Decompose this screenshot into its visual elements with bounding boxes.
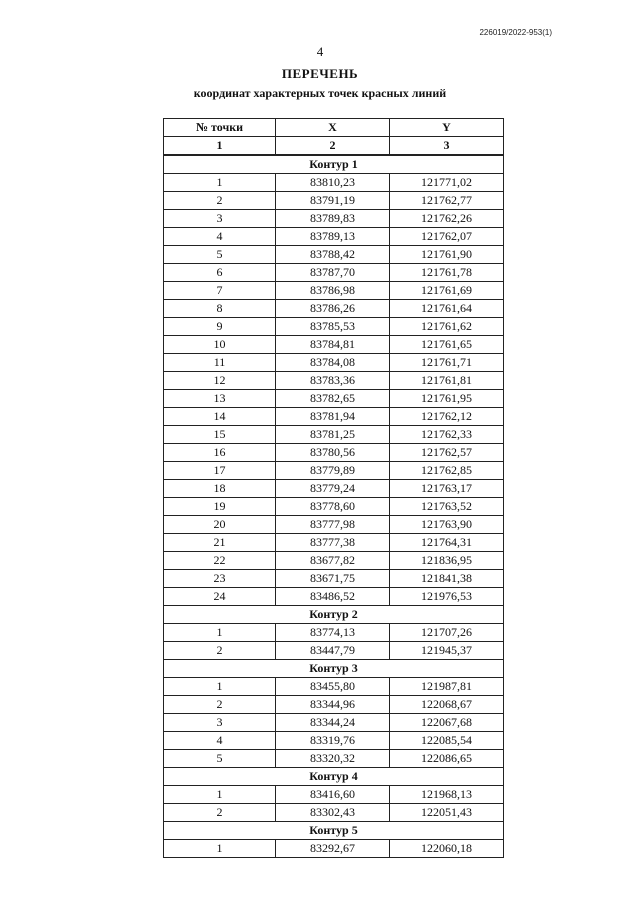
table-row (164, 462, 504, 480)
x-cell: 83810,23 (276, 174, 390, 192)
point-number-cell: 20 (164, 516, 276, 534)
point-number-cell: 1 (164, 678, 276, 696)
point-number-cell: 1 (164, 786, 276, 804)
x-cell: 83786,26 (276, 300, 390, 318)
y-cell: 122068,67 (390, 696, 504, 714)
contour-header-row (164, 606, 504, 624)
point-number-cell: 10 (164, 336, 276, 354)
table-row (164, 300, 504, 318)
point-number-cell: 4 (164, 228, 276, 246)
y-cell: 121763,52 (390, 498, 504, 516)
table-row (164, 678, 504, 696)
point-number-cell: 12 (164, 372, 276, 390)
y-cell: 121761,62 (390, 318, 504, 336)
y-cell: 121968,13 (390, 786, 504, 804)
table-row (164, 426, 504, 444)
contour-title: Контур 1 (164, 155, 504, 174)
x-cell: 83779,24 (276, 480, 390, 498)
y-cell: 121761,95 (390, 390, 504, 408)
table-row (164, 354, 504, 372)
y-cell: 122051,43 (390, 804, 504, 822)
x-cell: 83786,98 (276, 282, 390, 300)
point-number-cell: 13 (164, 390, 276, 408)
y-cell: 121762,07 (390, 228, 504, 246)
y-cell: 122067,68 (390, 714, 504, 732)
table-header-row (164, 119, 504, 137)
x-cell: 83781,25 (276, 426, 390, 444)
y-cell: 121761,65 (390, 336, 504, 354)
y-cell: 121761,90 (390, 246, 504, 264)
x-cell: 83292,67 (276, 840, 390, 858)
x-cell: 83319,76 (276, 732, 390, 750)
column-number-3: 3 (390, 137, 504, 156)
x-cell: 83486,52 (276, 588, 390, 606)
table-row (164, 516, 504, 534)
y-cell: 121762,85 (390, 462, 504, 480)
table-row (164, 390, 504, 408)
column-number-1: 1 (164, 137, 276, 156)
y-cell: 122085,54 (390, 732, 504, 750)
document-number: 226019/2022-953(1) (479, 28, 552, 37)
x-cell: 83782,65 (276, 390, 390, 408)
point-number-cell: 5 (164, 750, 276, 768)
contour-header-row (164, 822, 504, 840)
x-cell: 83784,08 (276, 354, 390, 372)
page-title: ПЕРЕЧЕНЬ (281, 66, 359, 81)
point-number-cell: 19 (164, 498, 276, 516)
point-number-cell: 1 (164, 840, 276, 858)
contour-header-row (164, 155, 504, 174)
contour-title: Контур 5 (164, 822, 504, 840)
point-number-cell: 1 (164, 624, 276, 642)
x-cell: 83671,75 (276, 570, 390, 588)
table-row (164, 192, 504, 210)
table-row (164, 174, 504, 192)
x-cell: 83302,43 (276, 804, 390, 822)
contour-title: Контур 4 (164, 768, 504, 786)
x-cell: 83778,60 (276, 498, 390, 516)
point-number-cell: 4 (164, 732, 276, 750)
x-cell: 83787,70 (276, 264, 390, 282)
table-row (164, 246, 504, 264)
y-cell: 121707,26 (390, 624, 504, 642)
x-cell: 83788,42 (276, 246, 390, 264)
point-number-cell: 23 (164, 570, 276, 588)
header-point-number: № точки (164, 119, 276, 137)
page-subtitle: координат характерных точек красных линий (193, 86, 447, 100)
table-row (164, 318, 504, 336)
point-number-cell: 18 (164, 480, 276, 498)
table-row (164, 786, 504, 804)
contour-header-row (164, 660, 504, 678)
table-row (164, 264, 504, 282)
header-x: X (276, 119, 390, 137)
table-row (164, 588, 504, 606)
y-cell: 121762,12 (390, 408, 504, 426)
y-cell: 121762,77 (390, 192, 504, 210)
coordinates-table (163, 118, 504, 858)
x-cell: 83783,36 (276, 372, 390, 390)
y-cell: 121761,69 (390, 282, 504, 300)
point-number-cell: 6 (164, 264, 276, 282)
table-row (164, 372, 504, 390)
table-row (164, 534, 504, 552)
point-number-cell: 21 (164, 534, 276, 552)
point-number-cell: 24 (164, 588, 276, 606)
y-cell: 121761,71 (390, 354, 504, 372)
y-cell: 121987,81 (390, 678, 504, 696)
point-number-cell: 2 (164, 192, 276, 210)
table-row (164, 444, 504, 462)
point-number-cell: 15 (164, 426, 276, 444)
table-row (164, 804, 504, 822)
y-cell: 121762,33 (390, 426, 504, 444)
point-number-cell: 9 (164, 318, 276, 336)
table-row (164, 624, 504, 642)
table-row (164, 714, 504, 732)
x-cell: 83779,89 (276, 462, 390, 480)
y-cell: 121763,90 (390, 516, 504, 534)
header-y: Y (390, 119, 504, 137)
x-cell: 83789,83 (276, 210, 390, 228)
x-cell: 83791,19 (276, 192, 390, 210)
point-number-cell: 2 (164, 804, 276, 822)
y-cell: 121761,64 (390, 300, 504, 318)
point-number-cell: 2 (164, 696, 276, 714)
table-row (164, 282, 504, 300)
y-cell: 121945,37 (390, 642, 504, 660)
table-row (164, 732, 504, 750)
y-cell: 121836,95 (390, 552, 504, 570)
table-row (164, 336, 504, 354)
x-cell: 83774,13 (276, 624, 390, 642)
point-number-cell: 16 (164, 444, 276, 462)
y-cell: 121771,02 (390, 174, 504, 192)
y-cell: 122060,18 (390, 840, 504, 858)
x-cell: 83784,81 (276, 336, 390, 354)
y-cell: 121761,81 (390, 372, 504, 390)
x-cell: 83777,38 (276, 534, 390, 552)
x-cell: 83789,13 (276, 228, 390, 246)
table-body (164, 155, 504, 858)
table-row (164, 228, 504, 246)
point-number-cell: 1 (164, 174, 276, 192)
contour-header-row (164, 768, 504, 786)
table-row (164, 696, 504, 714)
point-number-cell: 3 (164, 714, 276, 732)
table-row (164, 750, 504, 768)
y-cell: 122086,65 (390, 750, 504, 768)
x-cell: 83455,80 (276, 678, 390, 696)
column-number-row (164, 137, 504, 156)
point-number-cell: 5 (164, 246, 276, 264)
x-cell: 83777,98 (276, 516, 390, 534)
table-row (164, 480, 504, 498)
point-number-cell: 7 (164, 282, 276, 300)
point-number-cell: 14 (164, 408, 276, 426)
column-number-2: 2 (276, 137, 390, 156)
x-cell: 83447,79 (276, 642, 390, 660)
x-cell: 83780,56 (276, 444, 390, 462)
point-number-cell: 22 (164, 552, 276, 570)
table-row (164, 498, 504, 516)
page-number: 4 (316, 44, 324, 59)
x-cell: 83344,96 (276, 696, 390, 714)
y-cell: 121764,31 (390, 534, 504, 552)
x-cell: 83416,60 (276, 786, 390, 804)
x-cell: 83785,53 (276, 318, 390, 336)
point-number-cell: 3 (164, 210, 276, 228)
y-cell: 121841,38 (390, 570, 504, 588)
table-row (164, 552, 504, 570)
x-cell: 83320,32 (276, 750, 390, 768)
table-row (164, 408, 504, 426)
y-cell: 121761,78 (390, 264, 504, 282)
point-number-cell: 2 (164, 642, 276, 660)
table-row (164, 570, 504, 588)
y-cell: 121762,26 (390, 210, 504, 228)
y-cell: 121763,17 (390, 480, 504, 498)
table-row (164, 840, 504, 858)
contour-title: Контур 2 (164, 606, 504, 624)
x-cell: 83677,82 (276, 552, 390, 570)
x-cell: 83344,24 (276, 714, 390, 732)
point-number-cell: 11 (164, 354, 276, 372)
table-row (164, 210, 504, 228)
x-cell: 83781,94 (276, 408, 390, 426)
y-cell: 121762,57 (390, 444, 504, 462)
contour-title: Контур 3 (164, 660, 504, 678)
table-row (164, 642, 504, 660)
point-number-cell: 8 (164, 300, 276, 318)
y-cell: 121976,53 (390, 588, 504, 606)
point-number-cell: 17 (164, 462, 276, 480)
